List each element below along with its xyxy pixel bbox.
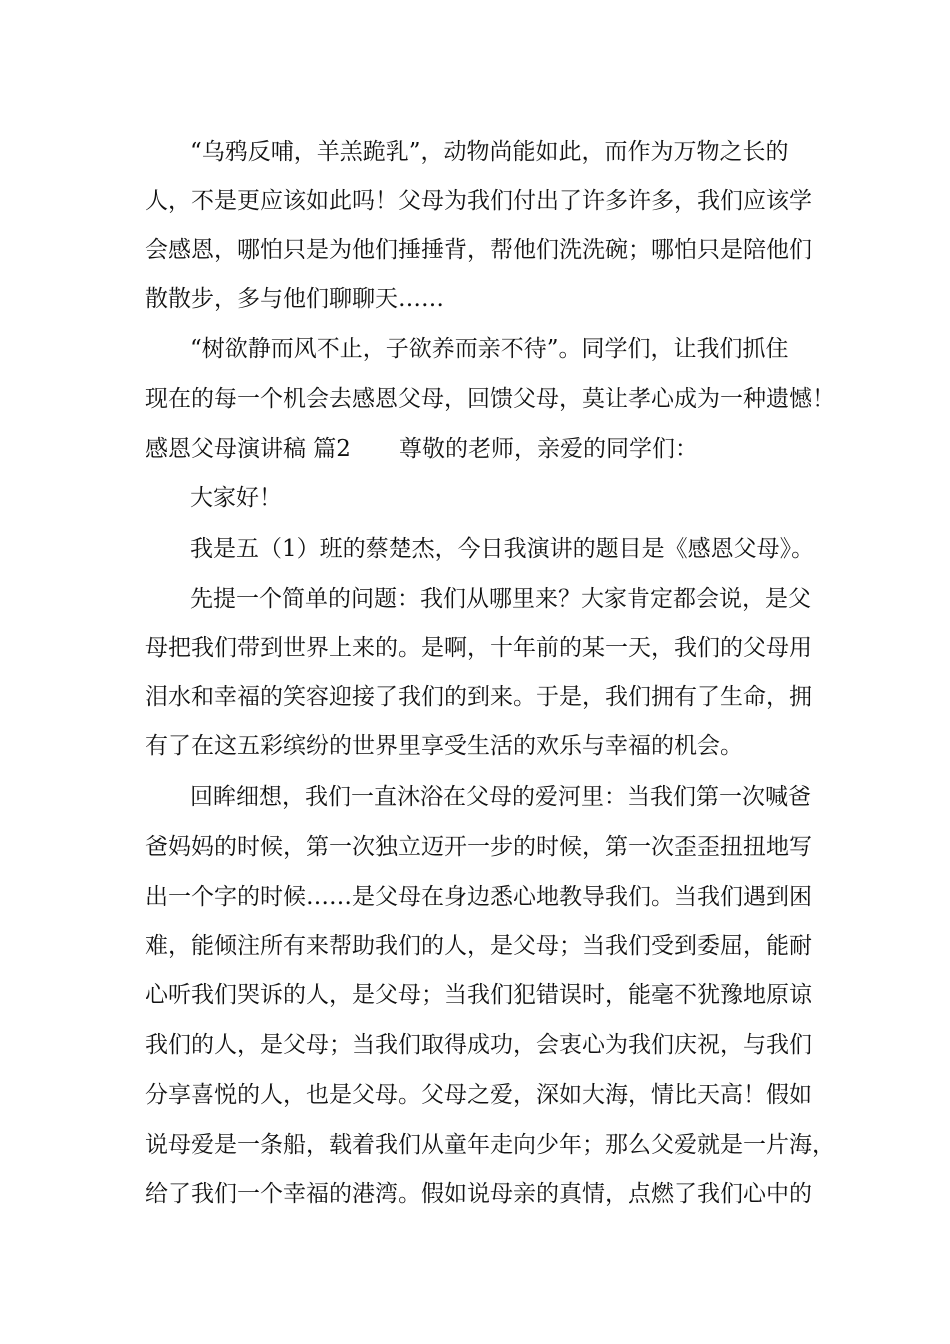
text-line: 先提一个简单的问题：我们从哪里来？大家肯定都会说，是父: [190, 586, 811, 612]
text-line: “乌鸦反哺，羊羔跪乳”，动物尚能如此，而作为万物之长的: [190, 139, 789, 165]
text-line: 爸妈妈的时候，第一次独立迈开一步的时候，第一次歪歪扭扭地写: [145, 834, 812, 860]
text-line: 大家好！: [190, 485, 282, 511]
text-line: 难，能倾注所有来帮助我们的人，是父母；当我们受到委屈，能耐: [145, 933, 812, 959]
text-line: 我是五（1）班的蔡楚杰，今日我演讲的题目是《感恩父母》。: [190, 536, 815, 562]
text-line: 散散步，多与他们聊聊天……: [145, 286, 444, 312]
text-line: 心听我们哭诉的人，是父母；当我们犯错误时，能毫不犹豫地原谅: [145, 982, 812, 1008]
text-line: 会感恩，哪怕只是为他们捶捶背，帮他们洗洗碗；哪怕只是陪他们: [145, 237, 812, 263]
text-line: “树欲静而风不止，子欲养而亲不待”。同学们，让我们抓住: [190, 336, 789, 362]
text-line: 给了我们一个幸福的港湾。假如说母亲的真情，点燃了我们心中的: [145, 1181, 812, 1207]
text-line: 出一个字的时候……是父母在身边悉心地教导我们。当我们遇到困: [145, 884, 812, 910]
text-line: 有了在这五彩缤纷的世界里享受生活的欢乐与幸福的机会。: [145, 733, 743, 759]
text-line: 母把我们带到世界上来的。是啊，十年前的某一天，我们的父母用: [145, 635, 812, 661]
text-line: 分享喜悦的人，也是父母。父母之爱，深如大海，情比天高！假如: [145, 1082, 812, 1108]
text-line: 泪水和幸福的笑容迎接了我们的到来。于是，我们拥有了生命，拥: [145, 684, 812, 710]
text-line: 说母爱是一条船，载着我们从童年走向少年；那么父爱就是一片海，: [145, 1132, 835, 1158]
text-line: 现在的每一个机会去感恩父母，回馈父母，莫让孝心成为一种遗憾！: [145, 386, 835, 412]
salutation: 尊敬的老师，亲爱的同学们：: [398, 436, 698, 462]
text-line: 回眸细想，我们一直沐浴在父母的爱河里：当我们第一次喊爸: [190, 784, 811, 810]
text-line: 我们的人，是父母；当我们取得成功，会衷心为我们庆祝，与我们: [145, 1032, 812, 1058]
section-heading: 感恩父母演讲稿 篇2: [145, 436, 351, 462]
section-heading-line: [145, 434, 698, 464]
text-line: 人，不是更应该如此吗！父母为我们付出了许多许多，我们应该学: [145, 188, 812, 214]
